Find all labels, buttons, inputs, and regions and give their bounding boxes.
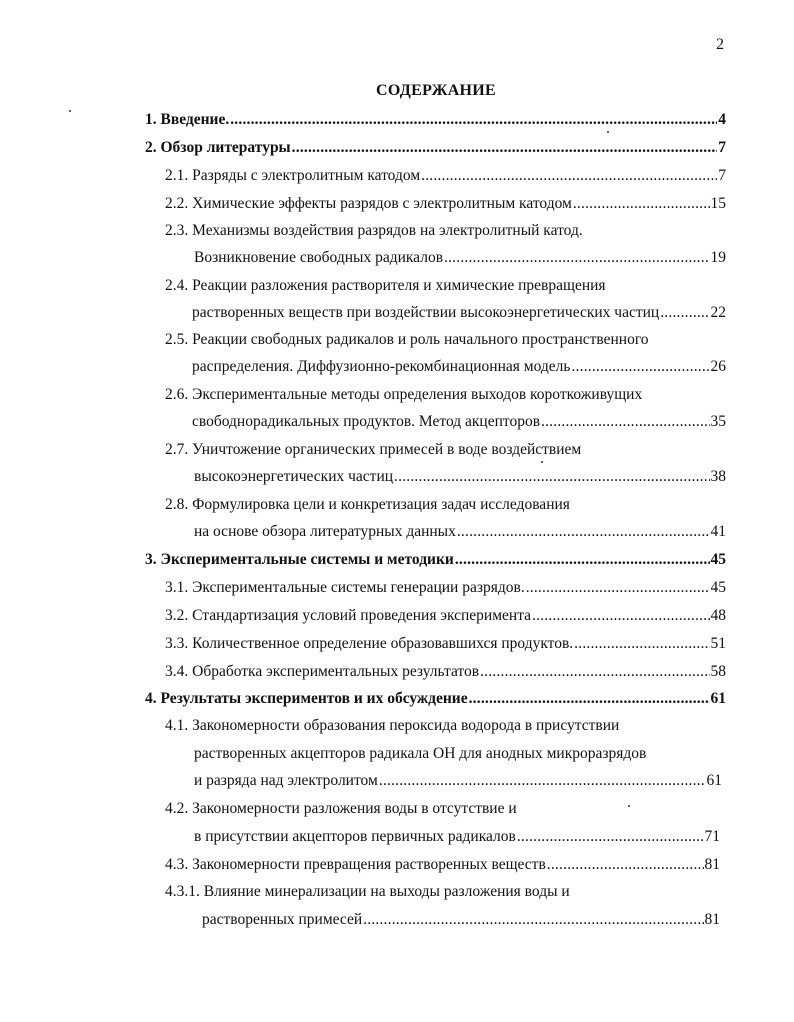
dot-leader	[230, 110, 717, 130]
toc-entry-text: 2.4. Реакции разложения растворителя и химические превращения	[165, 277, 606, 294]
toc-entry-2-3-cont	[194, 248, 726, 268]
toc-entry-page: 35	[710, 413, 726, 430]
toc-entry-text: 4.3.1. Влияние минерализации на выходы разложения воды и	[165, 883, 570, 900]
toc-entry-text: 2.1. Разряды с электролитным катодом	[165, 167, 421, 184]
toc-entry-text: 4.1. Закономерности образования пероксида водорода в присутствии	[165, 717, 620, 734]
toc-entry-text: 3.2. Стандартизация условий проведения эксперимента	[165, 607, 532, 624]
toc-entry-page: 71	[704, 828, 720, 845]
toc-entry-page: 61	[706, 772, 722, 789]
toc-entry-page: 45	[710, 551, 726, 568]
toc-entry-text: 2.2. Химические эффекты разрядов с электролитным катодом	[165, 195, 572, 212]
toc-entry-text: растворенных примесей	[202, 911, 363, 928]
dot-leader	[571, 357, 709, 377]
scan-speck	[69, 110, 71, 112]
toc-entry-2-8-cont	[194, 522, 726, 542]
toc-entry-text: 2. Обзор литературы	[145, 139, 291, 156]
toc-entry-text: и разряда над электролитом	[194, 772, 378, 789]
toc-entry-page: 48	[710, 607, 726, 624]
toc-entry-2-5-cont	[192, 357, 726, 377]
toc-entry-3-2	[165, 606, 726, 626]
toc-entry-4-1-cont	[194, 744, 646, 764]
toc-entry-page: 15	[710, 195, 726, 212]
toc-entry-2-3	[165, 221, 583, 241]
toc-entry-text: 3.3. Количественное определение образовавшихся продуктов.	[165, 635, 574, 652]
toc-title: СОДЕРЖАНИЕ	[375, 82, 497, 99]
toc-entry-2-6	[165, 385, 642, 405]
toc-entry-2-4	[165, 276, 606, 296]
toc-entry-text: 2.3. Механизмы воздействия разрядов на электролитный катод.	[165, 222, 583, 239]
toc-entry-text: в присутствии акцепторов первичных радикалов	[194, 828, 516, 845]
dot-leader	[573, 194, 710, 214]
toc-entry-text: 2.5. Реакции свободных радикалов и роль начального пространственного	[165, 331, 649, 348]
scan-speck	[541, 461, 543, 463]
toc-entry-2-1	[165, 166, 726, 186]
dot-leader	[444, 248, 709, 268]
toc-entry-page: 38	[710, 468, 726, 485]
toc-entry-text: 3.4. Обработка экспериментальных результатов	[165, 663, 480, 680]
toc-entry-text: Возникновение свободных радикалов	[194, 249, 444, 266]
toc-entry-text: 2.8. Формулировка цели и конкретизация задач исследования	[165, 496, 570, 513]
toc-entry-2-7-cont	[194, 467, 726, 487]
dot-leader	[457, 522, 710, 542]
dot-leader	[517, 827, 704, 847]
dot-leader	[532, 606, 709, 626]
toc-entry-text: 3.1. Экспериментальные системы генерации разрядов.	[165, 579, 525, 596]
toc-entry-literature-review	[145, 138, 726, 158]
toc-entry-2-6-cont	[192, 412, 726, 432]
dot-leader	[455, 550, 710, 570]
toc-entry-4-2	[165, 799, 517, 819]
toc-entry-page: 26	[710, 358, 726, 375]
toc-entry-page: 81	[704, 911, 720, 928]
scan-speck	[607, 131, 609, 133]
dot-leader	[660, 303, 709, 323]
toc-entry-text: на основе обзора литературных данных	[194, 523, 456, 540]
toc-entry-page: 81	[704, 856, 720, 873]
toc-entry-page: 4	[718, 111, 726, 128]
toc-entry-3-3	[165, 634, 726, 654]
toc-entry-page: 7	[718, 139, 726, 156]
toc-entry-4-3	[165, 855, 720, 875]
toc-entry-page: 61	[710, 690, 726, 707]
dot-leader	[541, 412, 709, 432]
scan-speck	[628, 805, 630, 807]
dot-leader	[480, 662, 709, 682]
toc-entry-text: 4.3. Закономерности превращения растворенных веществ	[165, 856, 546, 873]
toc-entry-page: 58	[710, 663, 726, 680]
toc-entry-4-1	[165, 716, 619, 736]
toc-entry-text: 2.7. Уничтожение органических примесей в воде воздействием	[165, 441, 582, 458]
toc-entry-text: растворенных веществ при воздействии высокоэнергетических частиц	[192, 304, 660, 321]
toc-entry-4-3-1	[165, 882, 570, 902]
toc-entry-2-4-cont	[192, 303, 726, 323]
dot-leader	[526, 578, 710, 598]
toc-entry-text: 2.6. Экспериментальные методы определения выходов короткоживущих	[165, 386, 643, 403]
toc-entry-text: 4.2. Закономерности разложения воды в отсутствие и	[165, 800, 517, 817]
toc-entry-page: 7	[718, 167, 726, 184]
toc-entry-page: 41	[710, 523, 726, 540]
toc-entry-3-4	[165, 662, 726, 682]
toc-entry-4-1-cont2	[194, 771, 722, 791]
toc-entry-page: 51	[710, 635, 726, 652]
dot-leader	[469, 689, 710, 709]
toc-entry-4-3-1-cont	[202, 910, 720, 930]
dot-leader	[394, 467, 709, 487]
toc-entry-results	[145, 689, 726, 709]
toc-entry-3-1	[165, 578, 726, 598]
toc-entry-2-7	[165, 440, 581, 460]
toc-entry-page: 45	[710, 579, 726, 596]
toc-entry-text: 3. Экспериментальные системы и методики	[145, 551, 454, 568]
dot-leader	[363, 910, 703, 930]
toc-entry-text: 4. Результаты экспериментов и их обсуждение	[145, 690, 468, 707]
toc-entry-page: 19	[710, 249, 726, 266]
toc-entry-2-5	[165, 330, 649, 350]
dot-leader	[292, 138, 718, 158]
dot-leader	[574, 634, 709, 654]
page-number: 2	[716, 36, 724, 53]
dot-leader	[547, 855, 704, 875]
toc-entry-2-8	[165, 495, 570, 515]
toc-entry-text: свободнорадикальных продуктов. Метод акцепторов	[192, 413, 541, 430]
toc-entry-page: 22	[710, 304, 726, 321]
toc-entry-2-2	[165, 194, 726, 214]
toc-entry-text: высокоэнергетических частиц	[194, 468, 394, 485]
toc-entry-text: распределения. Диффузионно-рекомбинационная модель	[192, 358, 571, 375]
toc-entry-text: растворенных акцепторов радикала ОН для анодных микроразрядов	[194, 745, 647, 762]
toc-entry-experimental-systems	[145, 550, 726, 570]
dot-leader	[421, 166, 717, 186]
dot-leader	[379, 771, 706, 791]
toc-entry-text: 1. Введение.	[145, 111, 230, 128]
toc-entry-introduction	[145, 110, 726, 130]
toc-entry-4-2-cont	[194, 827, 720, 847]
